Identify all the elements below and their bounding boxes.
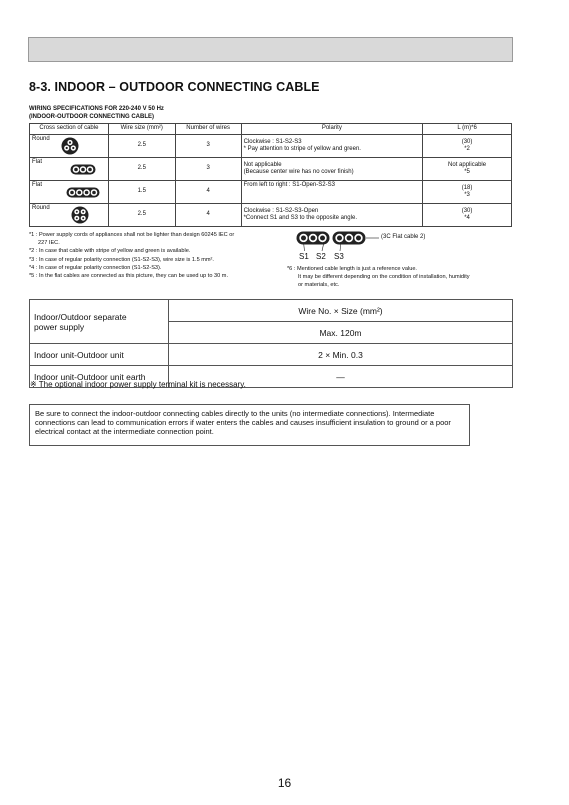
footnote-5: *5 : In the flat cables are connected as this picture, they can be used up to 30 m. [29, 273, 229, 280]
wire-count-cell: 3 [175, 135, 241, 158]
polarity-cell [241, 158, 423, 181]
spec-row [30, 135, 512, 158]
spec-row [30, 181, 512, 204]
round-4-core-cable-icon [71, 206, 89, 224]
wire-table-row [30, 344, 513, 366]
wire-count-cell: 3 [175, 158, 241, 181]
footnote-3: *3 : In case of regular polarity connection (S1-S2-S3), wire size is 1.5 mm². [29, 256, 214, 263]
wire-size-cell: 2.5 [108, 204, 175, 227]
length-cell [423, 158, 512, 181]
flat-4-core-cable-icon [66, 187, 100, 198]
header-polarity: Polarity [241, 124, 423, 135]
length-value: (18) [461, 184, 473, 191]
footnote-6 [287, 265, 487, 290]
cable-type-label: Round [32, 136, 50, 142]
length-note-ref: *3 [464, 192, 470, 198]
footnote-6-line-3: or materials, etc. [298, 282, 340, 289]
polarity-cell [241, 135, 423, 158]
polarity-line-2: (Because center wire has no cover finish) [243, 169, 354, 175]
length-note-ref: *4 [464, 215, 470, 221]
cable-type-cell [30, 204, 109, 227]
terminal-label-s3: S3 [334, 252, 344, 261]
length-cell [423, 181, 512, 204]
wiring-spec-table [29, 123, 512, 227]
header-cross-section: Cross section of cable [30, 124, 109, 135]
spec-header-row [30, 124, 512, 135]
earth-value: — [169, 366, 513, 388]
polarity-line-2: *Connect S1 and S3 to the opposite angle. [243, 215, 357, 221]
page-number: 16 [277, 776, 292, 790]
header-bar [28, 37, 513, 62]
footnote-1: *1 : Power supply cords of appliances shall not be lighter than design 60245 IEC or [29, 232, 235, 238]
header-number-of-wires: Number of wires [175, 124, 241, 135]
length-note-ref: *2 [464, 146, 470, 152]
terminal-label-s1: S1 [299, 252, 309, 261]
cable-type-cell [30, 158, 109, 181]
polarity-cell [241, 204, 423, 227]
wire-size-cell: 2.5 [108, 158, 175, 181]
wiring-spec-title-line-1: WIRING SPECIFICATIONS FOR 220-240 V 50 Hz [29, 106, 164, 112]
separate-power-supply-value: Max. 120m [169, 322, 513, 344]
spec-row [30, 204, 512, 227]
cable-type-label: Flat [32, 159, 43, 165]
cable-type-label: Flat [32, 182, 43, 188]
earth-label: Indoor unit-Outdoor unit earth [30, 366, 169, 388]
wire-size-cell: 2.5 [108, 135, 175, 158]
footnote-6-line-2: It may be different depending on the condition of installation, humidity [298, 274, 470, 281]
polarity-line-1: Not applicable [243, 161, 282, 168]
indoor-outdoor-value: 2 × Min. 0.3 [169, 344, 513, 366]
polarity-line-2: * Pay attention to stripe of yellow and green. [243, 146, 361, 152]
polarity-cell [241, 181, 423, 204]
wire-size-table [29, 299, 513, 388]
length-note-ref: *5 [464, 169, 470, 175]
flat-3-core-cable-icon [70, 164, 96, 175]
terminal-label-s2: S2 [316, 252, 326, 261]
separate-power-supply-label [30, 300, 169, 344]
flat-cable-caption: (3C Flat cable 2) [381, 234, 426, 240]
wiring-spec-title [29, 105, 164, 121]
wiring-spec-title-line-2: (INDOOR-OUTDOOR CONNECTING CABLE) [29, 114, 154, 120]
length-value: (30) [461, 138, 473, 145]
cable-type-cell [30, 181, 109, 204]
cable-type-label: Round [32, 205, 50, 211]
power-supply-kit-note: ※ The optional indoor power supply terminal kit is necessary. [30, 380, 246, 389]
header-wire-size: Wire size (mm²) [108, 124, 175, 135]
wire-count-cell: 4 [175, 204, 241, 227]
footnote-4: *4 : In case of regular polarity connection (S1-S2-S3). [29, 264, 162, 271]
footnote-1-continued: 227 IEC. [38, 240, 60, 247]
polarity-line-1: From left to right : S1-Open-S2-S3 [243, 182, 335, 188]
separate-power-supply-label-line-1: Indoor/Outdoor separate [34, 311, 127, 322]
round-3-core-cable-icon [61, 137, 79, 155]
indoor-outdoor-label: Indoor unit-Outdoor unit [30, 344, 169, 366]
separate-power-supply-label-line-2: power supply [34, 321, 85, 332]
length-value: (30) [461, 207, 473, 214]
footnotes [29, 231, 289, 280]
section-title: 8-3. INDOOR – OUTDOOR CONNECTING CABLE [29, 80, 320, 94]
polarity-line-1: Clockwise : S1-S2-S3-Open [243, 207, 319, 214]
length-cell [423, 204, 512, 227]
connection-notice-box: Be sure to connect the indoor-outdoor connecting cables directly to the units (no intermediate connections). Intermediate connections can lead to communication errors if water enters the cables and causes insufficient insulation to ground or a poor electrical contact at the intermediate connection point. [29, 404, 470, 446]
spec-row [30, 158, 512, 181]
wire-size-cell: 1.5 [108, 181, 175, 204]
length-cell [423, 135, 512, 158]
wire-table-row [30, 300, 513, 322]
wire-count-cell: 4 [175, 181, 241, 204]
wire-size-header: Wire No. × Size (mm²) [169, 300, 513, 322]
polarity-line-1: Clockwise : S1-S2-S3 [243, 138, 302, 145]
header-length: L (m)*6 [423, 124, 512, 135]
length-value: Not applicable [448, 161, 487, 168]
footnote-6-line-1: *6 : Mentioned cable length is just a reference value. [287, 266, 417, 272]
footnote-2: *2 : In case that cable with stripe of yellow and green is available. [29, 248, 191, 255]
cable-type-cell [30, 135, 109, 158]
